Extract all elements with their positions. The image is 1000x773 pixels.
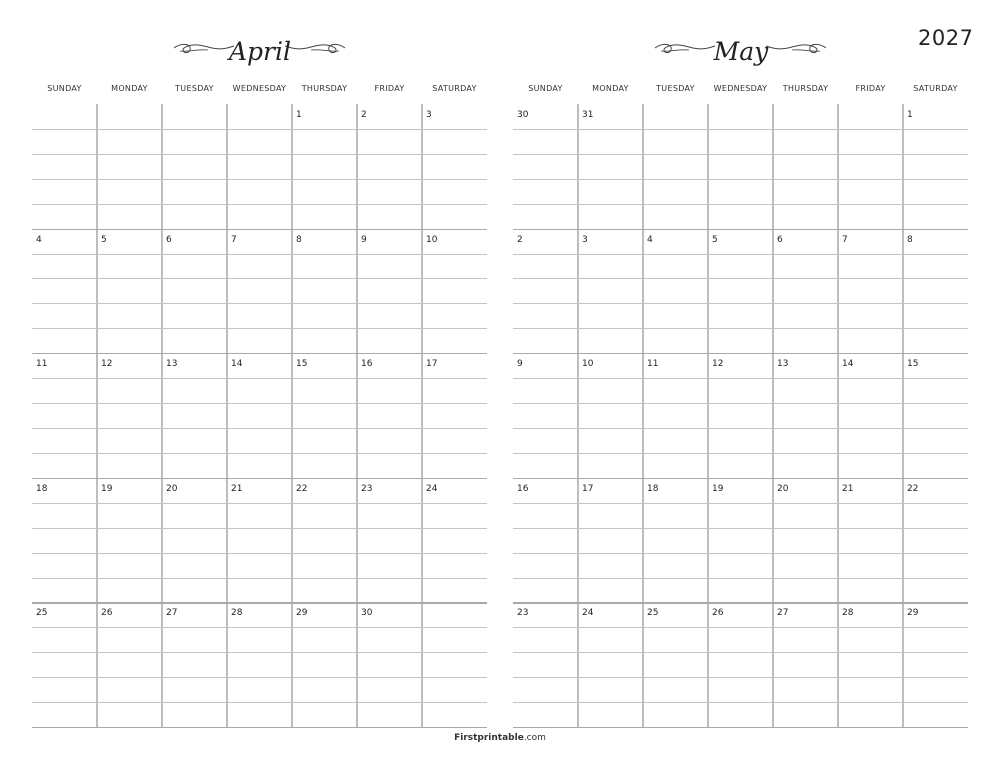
day-number: 6 bbox=[777, 234, 783, 245]
column-divider bbox=[421, 104, 423, 727]
week-divider bbox=[32, 229, 487, 230]
day-number: 15 bbox=[296, 359, 308, 370]
note-line bbox=[32, 154, 487, 155]
note-line bbox=[32, 204, 487, 205]
day-number: 13 bbox=[166, 359, 178, 370]
note-line bbox=[32, 702, 487, 703]
day-number: 30 bbox=[517, 110, 529, 120]
day-number: 19 bbox=[712, 483, 724, 494]
note-line bbox=[32, 677, 487, 678]
column-divider bbox=[902, 104, 904, 727]
day-number: 21 bbox=[231, 483, 243, 494]
day-number: 25 bbox=[36, 608, 48, 619]
day-number: 17 bbox=[582, 483, 594, 494]
weekday-label: SATURDAY bbox=[913, 84, 958, 93]
day-number: 7 bbox=[231, 234, 237, 245]
day-number: 31 bbox=[582, 110, 594, 120]
day-number: 3 bbox=[582, 234, 588, 245]
column-divider bbox=[356, 104, 358, 727]
weekday-label: SUNDAY bbox=[528, 84, 563, 93]
week-divider bbox=[513, 478, 968, 479]
day-number: 17 bbox=[426, 359, 438, 370]
note-line bbox=[513, 303, 968, 304]
week-divider bbox=[513, 229, 968, 230]
day-number: 20 bbox=[777, 483, 789, 494]
day-number: 5 bbox=[712, 234, 718, 245]
day-number: 10 bbox=[582, 359, 594, 370]
note-line bbox=[513, 702, 968, 703]
day-number: 27 bbox=[777, 608, 789, 619]
month-name: May bbox=[713, 37, 769, 66]
note-line bbox=[513, 553, 968, 554]
note-line bbox=[32, 528, 487, 529]
note-line bbox=[513, 652, 968, 653]
weekday-label: WEDNESDAY bbox=[232, 84, 287, 93]
note-line bbox=[32, 328, 487, 329]
calendar-grid bbox=[32, 104, 487, 727]
note-line bbox=[32, 652, 487, 653]
day-number: 19 bbox=[101, 483, 113, 494]
column-divider bbox=[772, 104, 774, 727]
day-number: 22 bbox=[907, 483, 919, 494]
day-number: 8 bbox=[296, 234, 302, 245]
note-line bbox=[32, 453, 487, 454]
note-line bbox=[32, 553, 487, 554]
day-number: 2 bbox=[361, 110, 367, 120]
day-number: 20 bbox=[166, 483, 178, 494]
note-line bbox=[32, 303, 487, 304]
note-line bbox=[32, 129, 487, 130]
column-divider bbox=[96, 104, 98, 727]
day-number: 11 bbox=[36, 359, 48, 370]
weekday-label: FRIDAY bbox=[855, 84, 886, 93]
week-divider bbox=[513, 727, 968, 728]
day-number: 3 bbox=[426, 110, 432, 120]
flourish-ornament bbox=[513, 36, 968, 80]
weekday-header bbox=[32, 83, 487, 97]
note-line bbox=[513, 503, 968, 504]
note-line bbox=[32, 428, 487, 429]
day-number: 13 bbox=[777, 359, 789, 370]
note-line bbox=[513, 428, 968, 429]
month-title bbox=[32, 36, 487, 80]
column-divider bbox=[642, 104, 644, 727]
weekday-label: SATURDAY bbox=[432, 84, 477, 93]
weekday-label: MONDAY bbox=[111, 84, 148, 93]
flourish-ornament bbox=[32, 36, 487, 80]
day-number: 7 bbox=[842, 234, 848, 245]
note-line bbox=[513, 154, 968, 155]
column-divider bbox=[226, 104, 228, 727]
note-line bbox=[513, 453, 968, 454]
column-divider bbox=[291, 104, 293, 727]
day-number: 24 bbox=[426, 483, 438, 494]
note-line bbox=[513, 578, 968, 579]
day-number: 24 bbox=[582, 608, 594, 619]
weekday-label: FRIDAY bbox=[374, 84, 405, 93]
day-number: 12 bbox=[101, 359, 113, 370]
day-number: 28 bbox=[842, 608, 854, 619]
day-number: 14 bbox=[231, 359, 243, 370]
day-number: 9 bbox=[517, 359, 523, 370]
note-line bbox=[513, 129, 968, 130]
note-line bbox=[32, 378, 487, 379]
day-number: 30 bbox=[361, 608, 373, 619]
day-number: 21 bbox=[842, 483, 854, 494]
weekday-header bbox=[513, 83, 968, 97]
note-line bbox=[513, 179, 968, 180]
day-number: 18 bbox=[36, 483, 48, 494]
column-divider bbox=[161, 104, 163, 727]
week-divider bbox=[513, 353, 968, 354]
note-line bbox=[32, 278, 487, 279]
day-number: 1 bbox=[296, 110, 302, 120]
day-number: 29 bbox=[907, 608, 919, 619]
day-number: 27 bbox=[166, 608, 178, 619]
weekday-label: THURSDAY bbox=[301, 84, 348, 93]
day-number: 16 bbox=[517, 483, 529, 494]
note-line bbox=[513, 254, 968, 255]
day-number: 23 bbox=[517, 608, 529, 619]
week-divider bbox=[32, 727, 487, 728]
day-number: 2 bbox=[517, 234, 523, 245]
day-number: 11 bbox=[647, 359, 659, 370]
day-number: 28 bbox=[231, 608, 243, 619]
column-divider bbox=[707, 104, 709, 727]
note-line bbox=[32, 627, 487, 628]
calendar-grid bbox=[513, 104, 968, 727]
day-number: 14 bbox=[842, 359, 854, 370]
note-line bbox=[513, 278, 968, 279]
day-number: 4 bbox=[36, 234, 42, 245]
weekday-label: THURSDAY bbox=[782, 84, 829, 93]
note-line bbox=[32, 578, 487, 579]
week-divider bbox=[32, 478, 487, 479]
day-number: 4 bbox=[647, 234, 653, 245]
day-number: 6 bbox=[166, 234, 172, 245]
column-divider bbox=[837, 104, 839, 727]
day-number: 22 bbox=[296, 483, 308, 494]
week-divider bbox=[32, 353, 487, 354]
column-divider bbox=[577, 104, 579, 727]
week-divider bbox=[32, 602, 487, 603]
weekday-label: WEDNESDAY bbox=[713, 84, 768, 93]
day-number: 16 bbox=[361, 359, 373, 370]
note-line bbox=[32, 503, 487, 504]
month-title bbox=[513, 36, 968, 80]
note-line bbox=[513, 204, 968, 205]
note-line bbox=[513, 677, 968, 678]
day-number: 25 bbox=[647, 608, 659, 619]
footer-brand: Firstprintable bbox=[454, 733, 524, 743]
day-number: 12 bbox=[712, 359, 724, 370]
weekday-label: TUESDAY bbox=[175, 84, 214, 93]
year-label: 2027 bbox=[918, 26, 974, 50]
day-number: 5 bbox=[101, 234, 107, 245]
day-number: 26 bbox=[101, 608, 113, 619]
weekday-label: TUESDAY bbox=[656, 84, 695, 93]
day-number: 26 bbox=[712, 608, 724, 619]
note-line bbox=[513, 528, 968, 529]
week-divider bbox=[513, 602, 968, 603]
day-number: 10 bbox=[426, 234, 438, 245]
note-line bbox=[513, 627, 968, 628]
month-name: April bbox=[229, 37, 291, 66]
day-number: 18 bbox=[647, 483, 659, 494]
day-number: 15 bbox=[907, 359, 919, 370]
weekday-label: SUNDAY bbox=[47, 84, 82, 93]
day-number: 23 bbox=[361, 483, 373, 494]
footer-credit bbox=[0, 733, 1000, 743]
day-number: 8 bbox=[907, 234, 913, 245]
weekday-label: MONDAY bbox=[592, 84, 629, 93]
note-line bbox=[32, 179, 487, 180]
note-line bbox=[513, 403, 968, 404]
footer-domain: .com bbox=[523, 733, 546, 743]
note-line bbox=[32, 403, 487, 404]
note-line bbox=[513, 328, 968, 329]
note-line bbox=[32, 254, 487, 255]
day-number: 1 bbox=[907, 110, 913, 120]
day-number: 9 bbox=[361, 234, 367, 245]
day-number: 29 bbox=[296, 608, 308, 619]
note-line bbox=[513, 378, 968, 379]
